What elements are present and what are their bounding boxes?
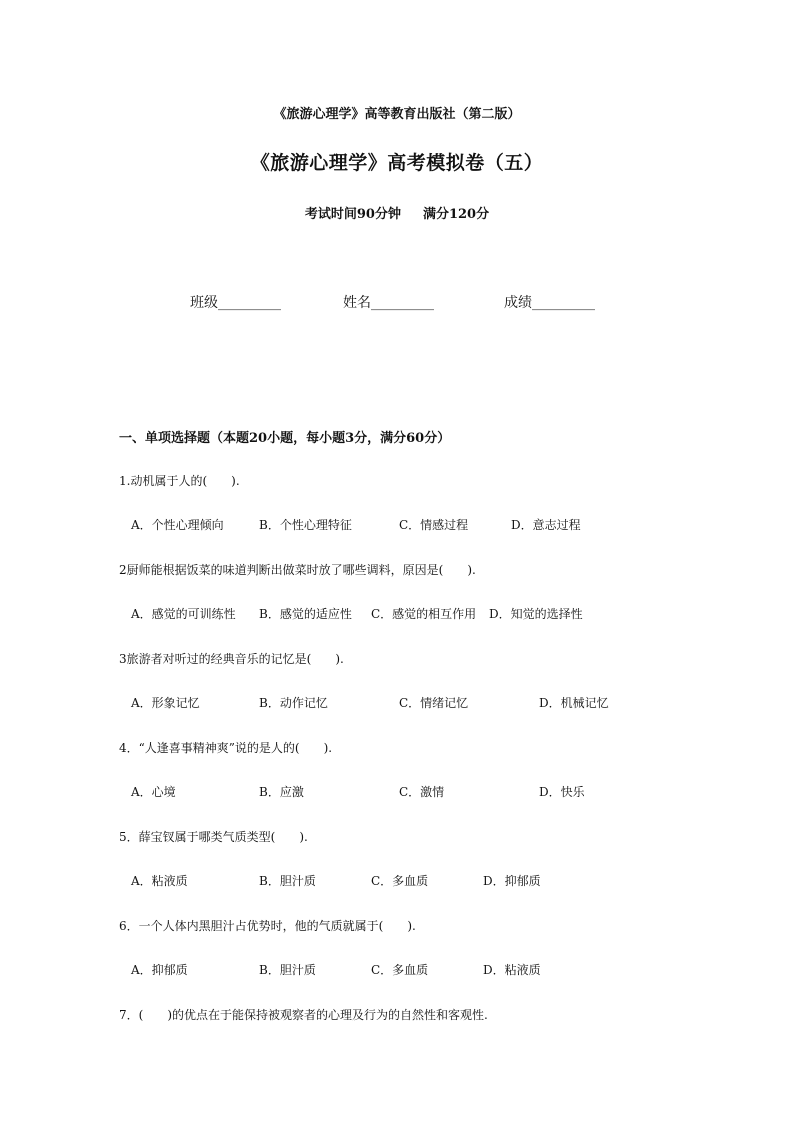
- question-7: 7．( )的优点在于能保持被观察者的心理及行为的自然性和客观性.: [119, 1008, 488, 1022]
- q4-option-d: D．快乐: [539, 785, 585, 799]
- q6-option-c: C．多血质: [371, 963, 429, 977]
- q2-option-d: D．知觉的选择性: [489, 607, 583, 621]
- full-score: 满分120分: [422, 207, 490, 222]
- q2-option-b: B．感觉的适应性: [259, 607, 352, 621]
- q5-option-d: D．抑郁质: [483, 874, 541, 888]
- q4-option-b: B．应激: [259, 785, 304, 799]
- question-3: 3旅游者对听过的经典音乐的记忆是( ).: [119, 652, 344, 666]
- q1-option-b: B．个性心理特征: [259, 518, 352, 532]
- question-4: 4．“人逢喜事精神爽”说的是人的( ).: [119, 741, 333, 755]
- q5-option-b: B．胆汁质: [259, 874, 316, 888]
- q3-option-c: C．情绪记忆: [399, 696, 469, 710]
- q4-option-a: A．心境: [131, 785, 176, 799]
- q6-option-b: B．胆汁质: [259, 963, 316, 977]
- q3-option-a: A．形象记忆: [131, 696, 200, 710]
- question-6: 6．一个人体内黑胆汁占优势时，他的气质就属于( ).: [119, 919, 416, 933]
- question-2: 2厨师能根据饭菜的味道判断出做菜时放了哪些调料，原因是( ).: [119, 563, 476, 577]
- q3-option-d: D．机械记忆: [539, 696, 609, 710]
- section-title: 一、单项选择题（本题20小题，每小题3分，满分60分）: [119, 431, 451, 446]
- q5-option-c: C．多血质: [371, 874, 429, 888]
- q3-option-b: B．动作记忆: [259, 696, 328, 710]
- document-header: 《旅游心理学》高等教育出版社（第二版）: [273, 107, 521, 122]
- q2-option-a: A．感觉的可训练性: [131, 607, 236, 621]
- question-5: 5．薛宝钗属于哪类气质类型( ).: [119, 830, 308, 844]
- q6-option-a: A．抑郁质: [131, 963, 188, 977]
- q1-option-a: A．个性心理倾向: [131, 518, 224, 532]
- q6-option-d: D．粘液质: [483, 963, 541, 977]
- exam-info: [0, 203, 794, 222]
- exam-time: 考试时间90分钟: [304, 207, 401, 222]
- question-1: 1.动机属于人的( ).: [119, 474, 240, 488]
- exam-title: 《旅游心理学》高考模拟卷（五）: [250, 152, 544, 174]
- q5-option-a: A．粘液质: [131, 874, 188, 888]
- class-field: 班级_________: [190, 295, 281, 311]
- q4-option-c: C．激情: [399, 785, 445, 799]
- score-field: 成绩_________: [504, 295, 595, 311]
- q2-option-c: C．感觉的相互作用: [371, 607, 477, 621]
- name-field: 姓名_________: [343, 295, 434, 311]
- q1-option-d: D．意志过程: [511, 518, 581, 532]
- q1-option-c: C．情感过程: [399, 518, 469, 532]
